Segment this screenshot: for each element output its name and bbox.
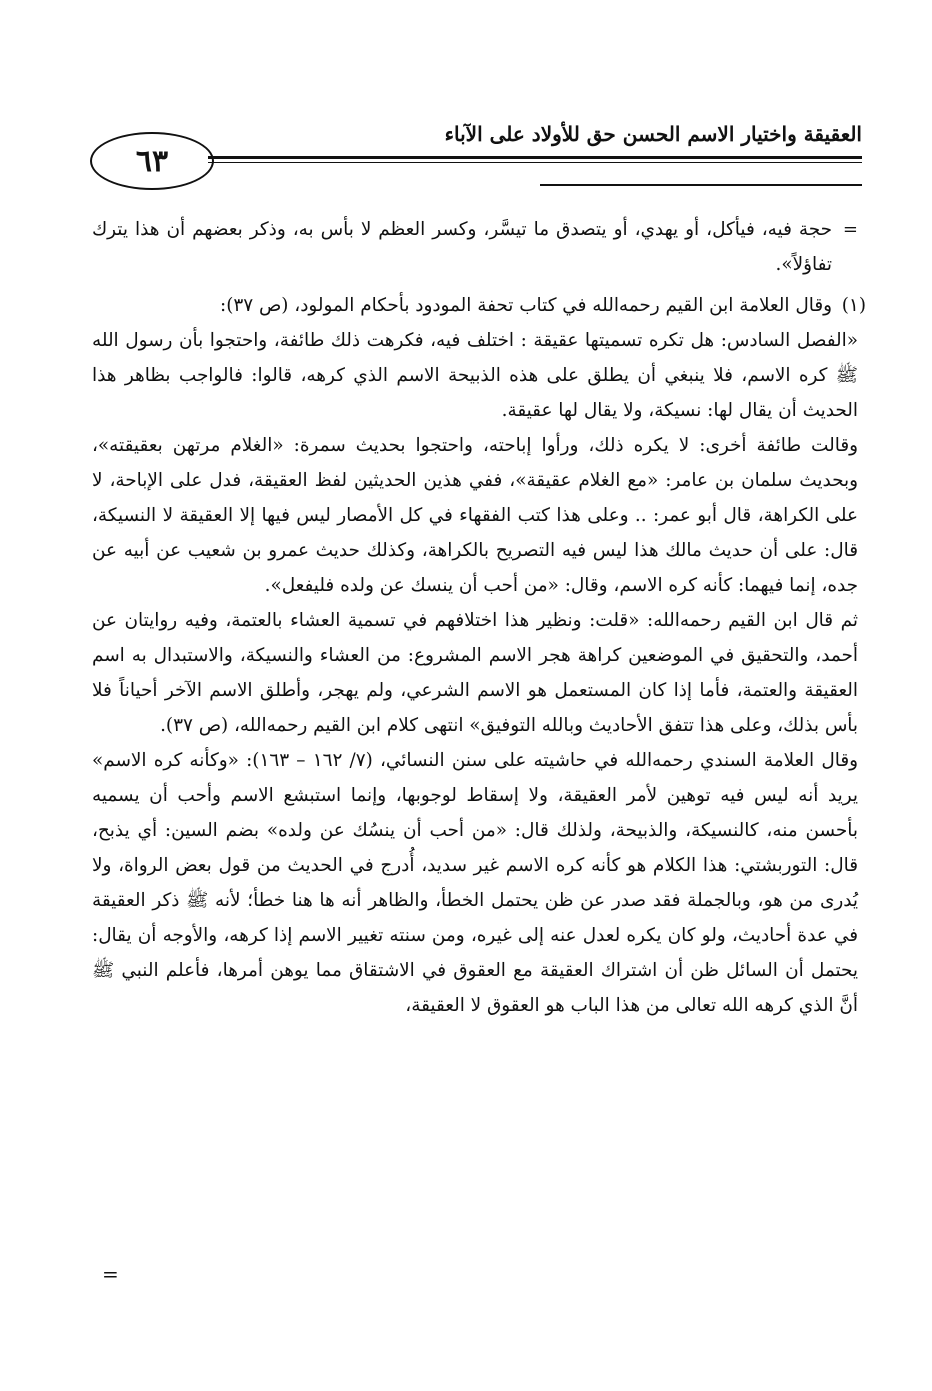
continued-footnote-text: حجة فيه، فيأكل، أو يهدي، أو يتصدق ما تيسَّر، وكسر العظم لا بأس به، وذكر بعضهم أن هذا يترك تفاؤلاً». <box>92 219 832 275</box>
footnote-paragraph: وقالت طائفة أخرى: لا يكره ذلك، ورأوا إباحته، واحتجوا بحديث سمرة: «الغلام مرتهن بعقيقته»، وبحديث سلمان بن عامر: «مع الغلام عقيقة»، ففي هذين الحديثين لفظ العقيقة، فدل على الإباحة، لا على الكراهة، قال أبو عمر: .. وعلى هذا كتب الفقهاء في كل الأمصار ليس فيها إلا العقيقة لا النسيكة، قال: على أن حديث مالك هذا ليس فيه التصريح بالكراهة، وكذلك حديث عمرو بن شعيب عن أبيه عن جده، إنما فيهما: كأنه كره الاسم، وقال: «من أحب أن ينسك عن ولده فليفعل». <box>92 435 858 596</box>
page-end-continuation-mark: = <box>102 1262 119 1286</box>
footnote-intro-text: وقال العلامة ابن القيم رحمه‌الله في كتاب تحفة المودود بأحكام المولود، (ص ٣٧): <box>220 295 832 316</box>
header-title: العقيقة واختيار الاسم الحسن حق للأولاد على الآباء <box>444 122 862 146</box>
header-rule <box>208 156 862 159</box>
continued-footnote <box>92 212 858 282</box>
footnote-intro <box>92 288 866 323</box>
running-header <box>90 118 862 198</box>
header-rule-thin <box>208 162 862 163</box>
header-underline <box>540 184 862 186</box>
footnote-paragraph: ثم قال ابن القيم رحمه‌الله: «قلت: ونظير هذا اختلافهم في تسمية العشاء بالعتمة، وفيه روايتان عن أحمد، والتحقيق في الموضعين كراهة هجر الاسم المشروع: من العشاء والنسيكة، والاستبدال به اسم العقيقة والعتمة، فأما إذا كان المستعمل هو الاسم الشرعي، ولم يهجر، وأطلق الاسم الآخر أحياناً فلا بأس بذلك، وعلى هذا تتفق الأحاديث وبالله التوفيق» انتهى كلام ابن القيم رحمه‌الله، (ص ٣٧). <box>92 610 858 736</box>
page-number: ٦٣ <box>90 132 214 190</box>
footnote-paragraph: «الفصل السادس: هل تكره تسميتها عقيقة : اختلف فيه، فكرهت ذلك طائفة، واحتجوا بأن رسول الله ﷺ كره الاسم، فلا ينبغي أن يطلق على هذه الذبيحة الاسم الذي كرهه، قالوا: فالواجب بظاهر هذا الحديث أن يقال لها: نسيكة، ولا يقال لها عقيقة. <box>92 330 858 421</box>
continuation-mark: = <box>842 219 858 240</box>
footnotes-body <box>92 212 866 1023</box>
footnote-paragraph: وقال العلامة السندي رحمه‌الله في حاشيته على سنن النسائي، (٧/ ١٦٢ – ١٦٣): «وكأنه كره الاسم» يريد أنه ليس فيه توهين لأمر العقيقة، ولا إسقاط لوجوبها، وإنما استبشع الاسم وأحب أن يسميه بأحسن منه، كالنسيكة، والذبيحة، ولذلك قال: «من أحب أن ينسُك عن ولده» بضم السين: أي يذبح، قال: التوربشتي: هذا الكلام هو كأنه كره الاسم غير سديد، أُدرج في الحديث من قول بعض الرواة، ولا يُدرى من هو، وبالجملة فقد صدر عن ظن يحتمل الخطأ، والظاهر أنه ها هنا خطأ؛ لأنه ﷺ ذكر العقيقة في عدة أحاديث، ولو كان يكره لعدل عنه إلى غيره، ومن سنته تغيير الاسم إذا كرهه، والأوجه أن يقال: يحتمل أن السائل ظن أن اشتراك العقيقة مع العقوق في الاشتقاق مما يوهن أمرها، فأعلم النبي ﷺ أنَّ الذي كرهه الله تعالى من هذا الباب هو العقوق لا العقيقة، <box>92 750 858 1016</box>
footnote-number: (١) <box>841 295 866 316</box>
